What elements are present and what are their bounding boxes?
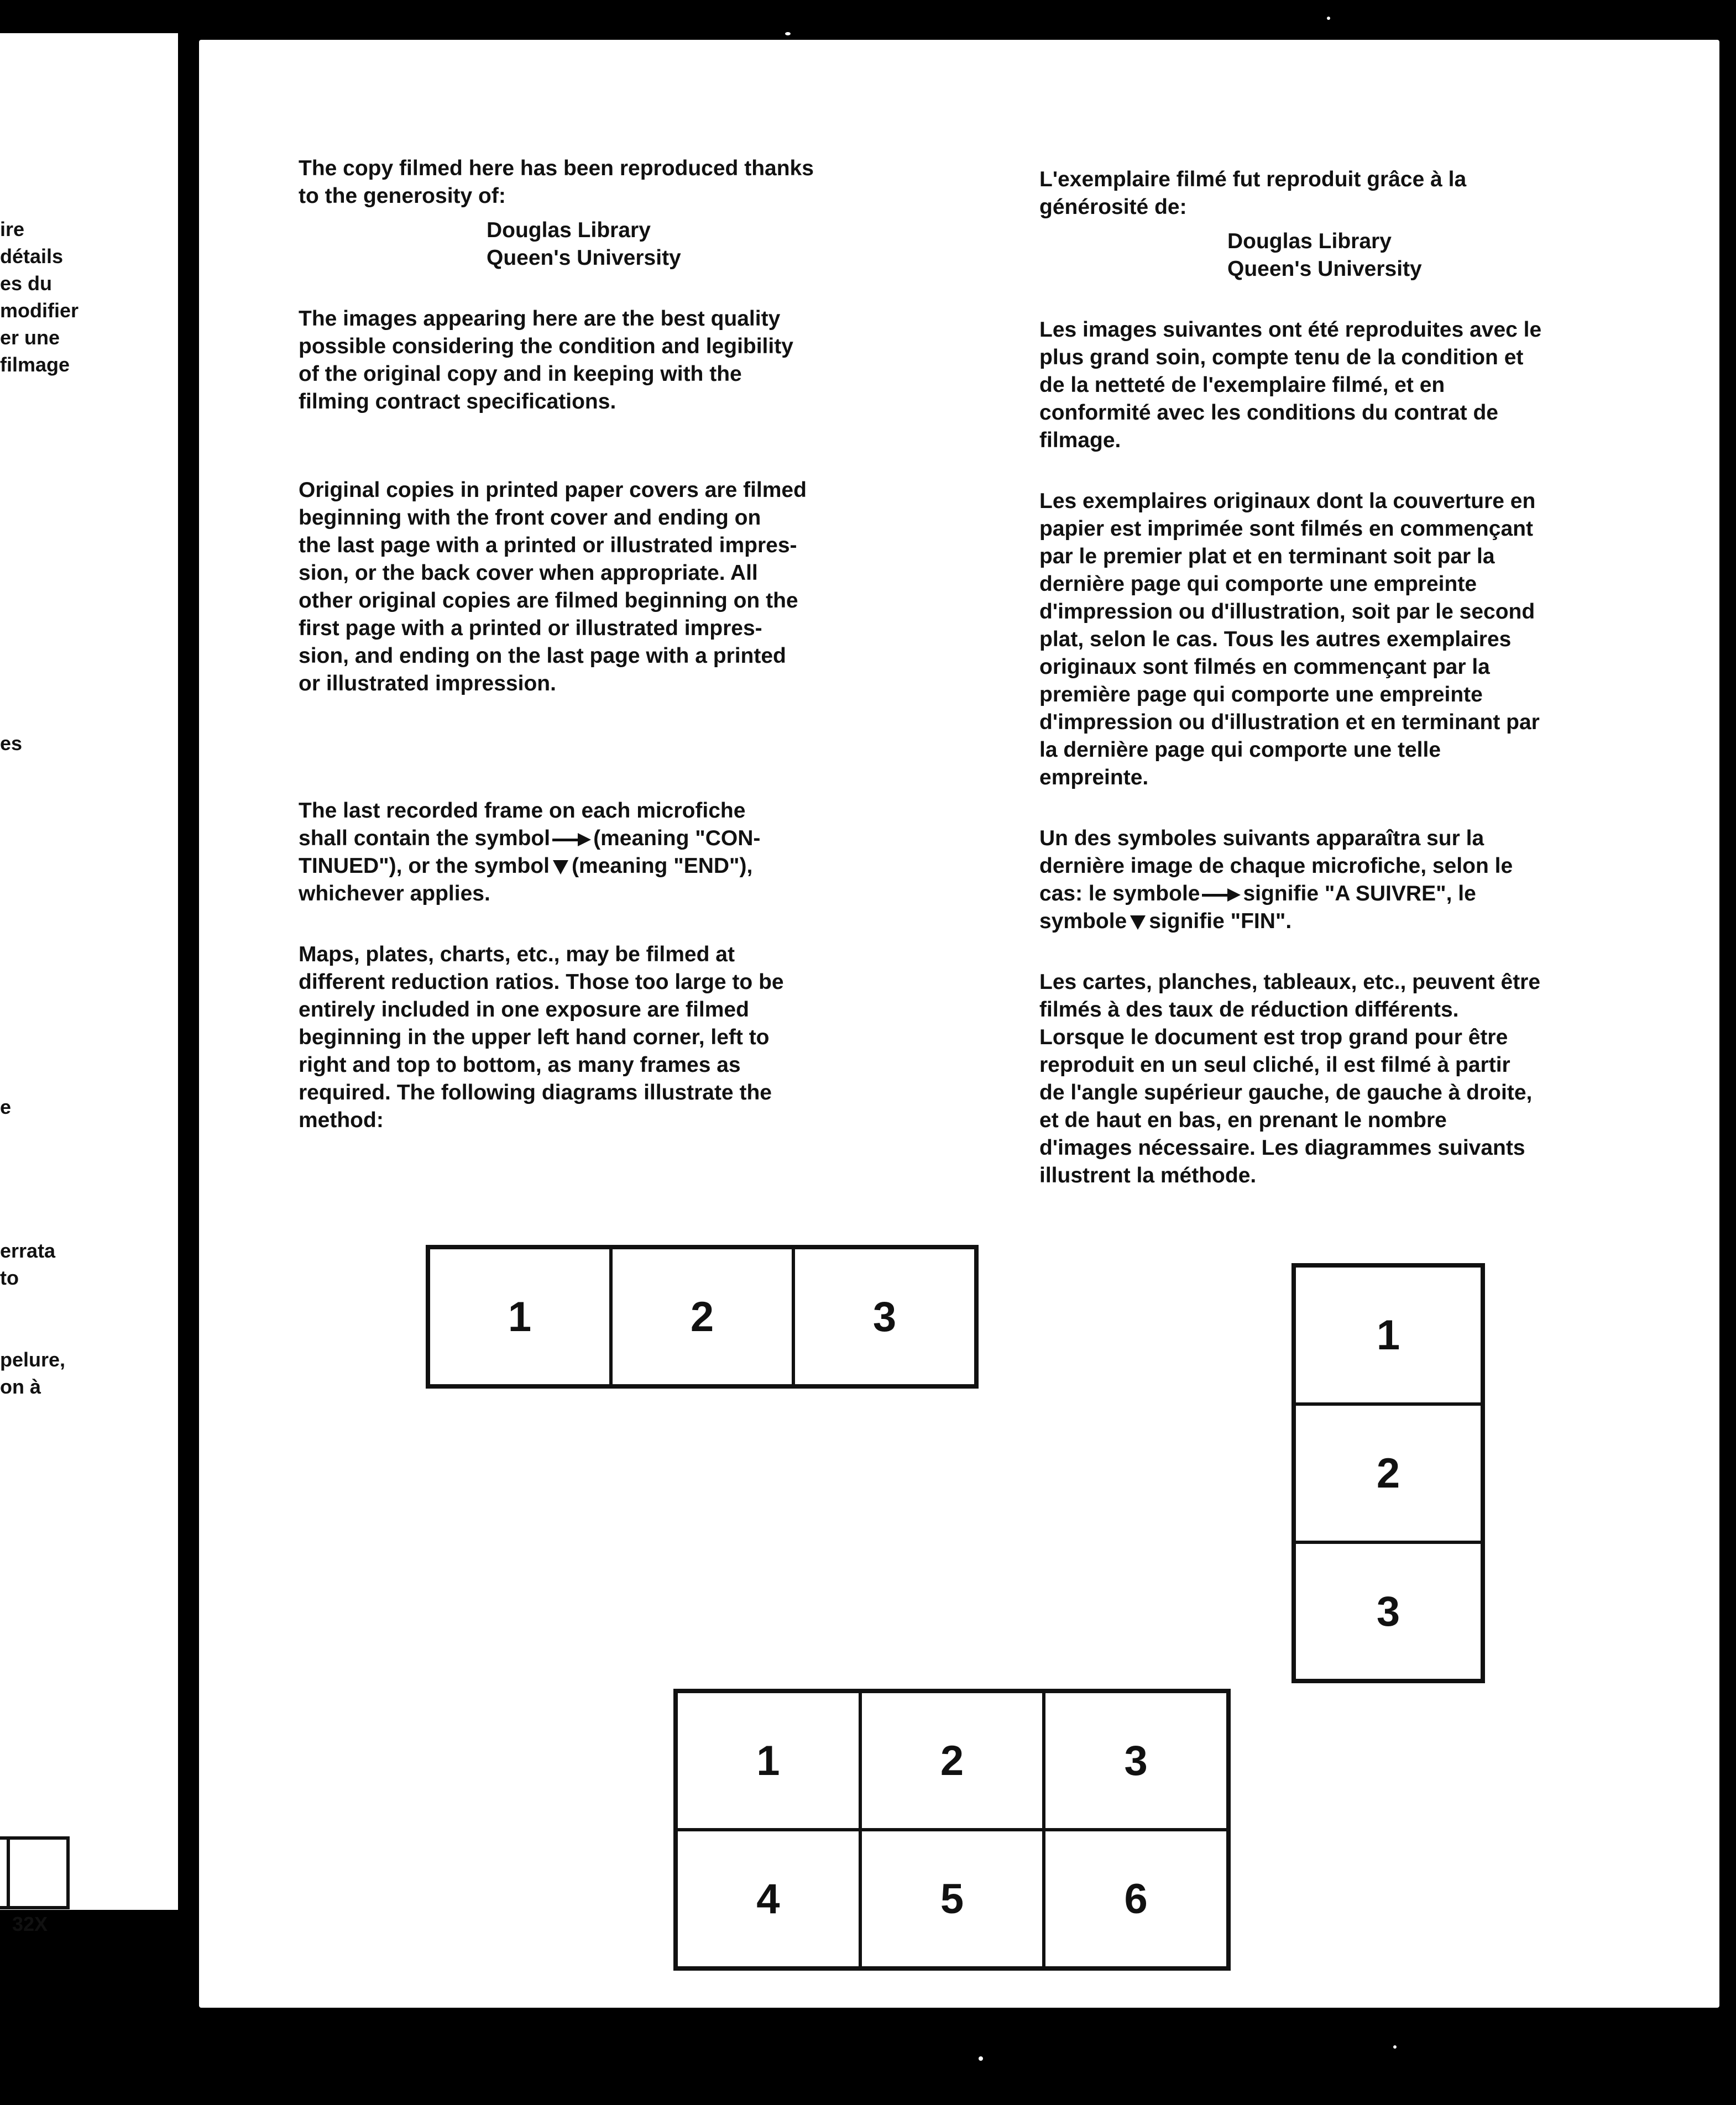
english-originals: [299, 476, 962, 698]
text-line: sion, or the back cover when appropriate. All: [299, 561, 758, 585]
text-line: dernière page qui comporte une empreinte: [1039, 572, 1477, 596]
text-line: other original copies are filmed beginning on the: [299, 589, 798, 612]
text-segment: signifie "A SUIVRE", le: [1243, 882, 1476, 905]
text-line: Original copies in printed paper covers are filmed: [299, 478, 807, 502]
text-line: Les images suivantes ont été reproduites avec le: [1039, 318, 1542, 342]
end-triangle-icon: [553, 860, 568, 875]
text-line: d'impression ou d'illustration et en terminant par: [1039, 710, 1540, 734]
left-fragment-e: e: [0, 1096, 12, 1118]
diagram-frame: 6: [1044, 1830, 1228, 1968]
text-line: générosité de:: [1039, 195, 1187, 219]
text-line: sion, and ending on the last page with a printed: [299, 644, 786, 668]
text-line: Les exemplaires originaux dont la couverture en: [1039, 489, 1536, 513]
scan-speck: [1393, 2045, 1397, 2049]
continued-arrow-icon: [552, 836, 591, 843]
left-page-fragment: [0, 33, 178, 1935]
text-line: plus grand soin, compte tenu de la condition et: [1039, 345, 1524, 369]
text-line: et de haut en bas, en prenant le nombre: [1039, 1108, 1447, 1132]
diagram-frame: 3: [1044, 1692, 1228, 1830]
diagram-frame: 1: [428, 1248, 611, 1386]
text-line: required. The following diagrams illustrate the: [299, 1081, 772, 1104]
text-line: Queen's University: [487, 246, 681, 270]
text-line: The copy filmed here has been reproduced thanks: [299, 156, 814, 180]
diagram-column-of-three: [1291, 1263, 1485, 1683]
text-line: beginning with the front cover and ending on: [299, 506, 761, 530]
diagram-frame: 1: [676, 1692, 860, 1830]
scan-speck: [1460, 43, 1464, 48]
text-line: entirely included in one exposure are filmed: [299, 998, 749, 1022]
text-line: de l'angle supérieur gauche, de gauche à droite,: [1039, 1081, 1533, 1104]
text-line: different reduction ratios. Those too large to be: [299, 970, 784, 994]
end-triangle-icon: [1130, 915, 1146, 930]
text-line: [1039, 908, 1625, 935]
fragment-line: on à: [0, 1375, 41, 1398]
text-line: d'impression ou d'illustration, soit par le second: [1039, 600, 1535, 624]
text-line: Queen's University: [1227, 257, 1422, 281]
text-line: or illustrated impression.: [299, 672, 556, 695]
left-fragment-es: es: [0, 732, 23, 755]
text-line: L'exemplaire filmé fut reproduit grâce à la: [1039, 167, 1467, 191]
diagram-grid-of-six: [673, 1689, 1231, 1971]
continued-arrow-icon: [1202, 892, 1241, 898]
english-library: [299, 217, 962, 272]
fragment-line: er une: [0, 326, 60, 349]
french-quality: [1039, 316, 1625, 454]
text-line: par le premier plat et en terminant soit par la: [1039, 544, 1495, 568]
diagram-frame: 5: [860, 1830, 1044, 1968]
text-line: possible considering the condition and legibility: [299, 334, 793, 358]
text-line: filmés à des taux de réduction différents.: [1039, 998, 1459, 1022]
text-line: conformité avec les conditions du contrat de: [1039, 401, 1498, 425]
french-originals: [1039, 488, 1625, 792]
english-symbols: [299, 797, 962, 908]
text-line: Maps, plates, charts, etc., may be filmed at: [299, 942, 735, 966]
text-line: Les cartes, planches, tableaux, etc., peuvent être: [1039, 970, 1541, 994]
text-segment: cas: le symbole: [1039, 882, 1200, 905]
text-line: première page qui comporte une empreinte: [1039, 683, 1483, 706]
text-line: [1039, 880, 1625, 908]
diagram-frame: 2: [611, 1248, 793, 1386]
text-line: Douglas Library: [1227, 229, 1392, 253]
scan-speck: [979, 2056, 983, 2061]
french-column: [1039, 166, 1625, 1190]
text-line: d'images nécessaire. Les diagrammes suivants: [1039, 1136, 1525, 1160]
text-line: filming contract specifications.: [299, 390, 616, 413]
diagram-row-of-three: [426, 1245, 979, 1389]
text-line: originaux sont filmés en commençant par la: [1039, 655, 1490, 679]
text-line: of the original copy and in keeping with the: [299, 362, 742, 386]
text-line: The images appearing here are the best quality: [299, 307, 781, 331]
text-line: beginning in the upper left hand corner, left to: [299, 1025, 770, 1049]
text-line: right and top to bottom, as many frames as: [299, 1053, 741, 1077]
text-segment: symbole: [1039, 909, 1127, 933]
french-library: [1039, 228, 1625, 283]
text-line: filmage.: [1039, 428, 1121, 452]
text-line: the last page with a printed or illustrated impres-: [299, 533, 797, 557]
text-line: dernière image de chaque microfiche, selon le: [1039, 854, 1513, 878]
english-quality: [299, 305, 962, 416]
resolution-target-box: [0, 1836, 70, 1909]
text-line: empreinte.: [1039, 766, 1149, 789]
text-line: papier est imprimée sont filmés en commençant: [1039, 517, 1533, 541]
text-line: plat, selon le cas. Tous les autres exemplaires: [1039, 627, 1512, 651]
fragment-line: modifier: [0, 299, 79, 322]
text-line: method:: [299, 1108, 384, 1132]
text-segment: (meaning "END"),: [572, 854, 753, 878]
text-line: la dernière page qui comporte une telle: [1039, 738, 1441, 762]
french-maps: [1039, 968, 1625, 1190]
diagram-frame: 2: [1294, 1404, 1482, 1542]
diagram-frame: 3: [793, 1248, 976, 1386]
fragment-line: filmage: [0, 353, 70, 376]
diagram-frame: 1: [1294, 1266, 1482, 1404]
text-line: first page with a printed or illustrated impres-: [299, 616, 762, 640]
scan-speck: [1327, 17, 1330, 20]
text-line: Lorsque le document est trop grand pour être: [1039, 1025, 1508, 1049]
scan-speck: [785, 32, 791, 35]
text-line: Un des symboles suivants apparaîtra sur la: [1039, 826, 1484, 850]
fragment-line: ire: [0, 218, 25, 240]
text-segment: signifie "FIN".: [1149, 909, 1292, 933]
english-maps: [299, 941, 962, 1134]
fragment-line: pelure,: [0, 1348, 66, 1371]
diagram-frame: 2: [860, 1692, 1044, 1830]
text-line: reproduit en un seul cliché, il est filmé à partir: [1039, 1053, 1510, 1077]
text-line: Douglas Library: [487, 218, 651, 242]
fragment-line: to: [0, 1266, 19, 1289]
magnification-label: 32X: [12, 1913, 48, 1935]
text-line: whichever applies.: [299, 882, 490, 905]
diagram-frame: 3: [1294, 1542, 1482, 1680]
left-fragments-top: [0, 216, 79, 378]
english-thanks: [299, 155, 962, 210]
resolution-target-bar: [7, 1840, 10, 1906]
left-fragments-pelure: [0, 1346, 65, 1400]
text-line: to the generosity of:: [299, 184, 506, 208]
diagram-frame: 4: [676, 1830, 860, 1968]
french-thanks: [1039, 166, 1625, 221]
fragment-line: errata: [0, 1239, 56, 1262]
fragment-line: détails: [0, 245, 64, 268]
french-symbols: [1039, 825, 1625, 935]
text-line: de la netteté de l'exemplaire filmé, et en: [1039, 373, 1445, 397]
fragment-line: es du: [0, 272, 53, 295]
left-fragments-errata: [0, 1237, 55, 1291]
text-line: [299, 825, 962, 852]
text-segment: (meaning "CON-: [593, 826, 761, 850]
text-line: illustrent la méthode.: [1039, 1164, 1257, 1187]
text-line: [299, 852, 962, 880]
text-segment: TINUED"), or the symbol: [299, 854, 550, 878]
text-line: The last recorded frame on each microfiche: [299, 799, 746, 823]
text-segment: shall contain the symbol: [299, 826, 551, 850]
english-column: [299, 155, 962, 1134]
